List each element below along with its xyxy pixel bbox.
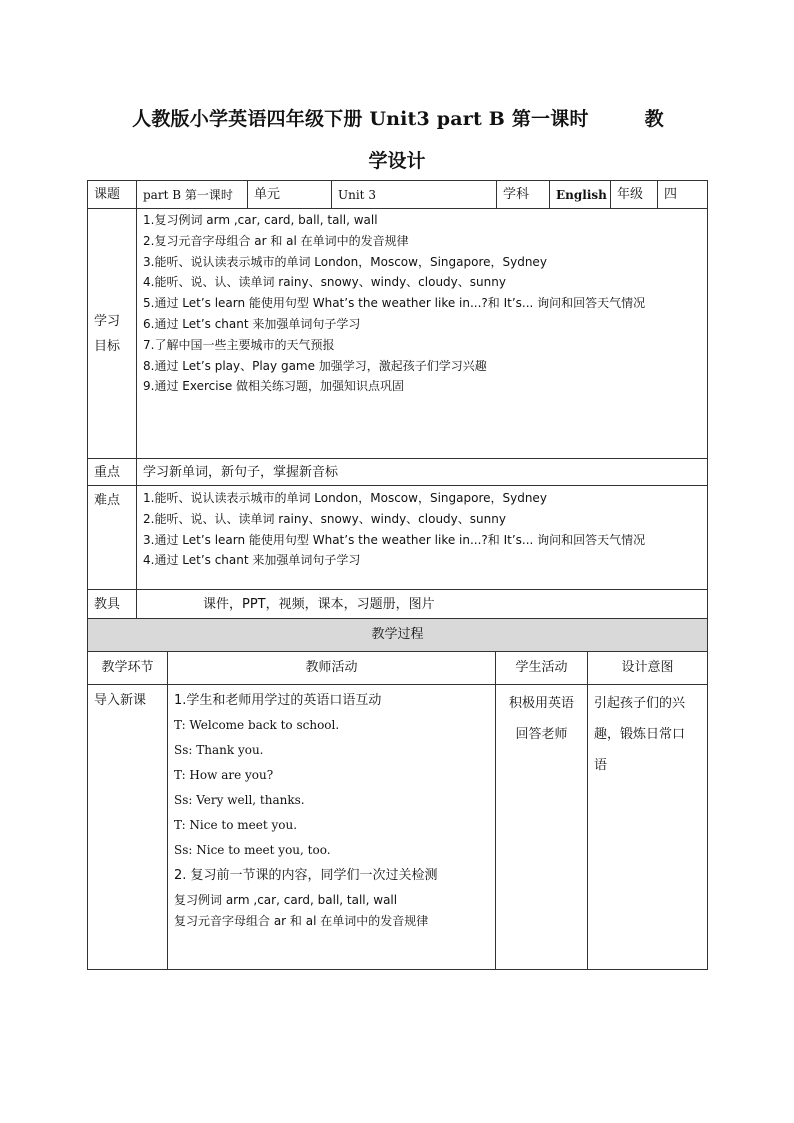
process-columns-row [88,652,708,685]
objectives-row [88,209,708,459]
column-teacher: 教师活动 [168,652,496,685]
objective-item: 7.了解中国一些主要城市的天气预报 [143,337,335,352]
difficulty-item: 4.通过 Let’s chant 来加强单词句子学习 [143,553,361,568]
objective-item: 1.复习例词 arm ,car, card, ball, tall, wall [143,213,378,227]
topic-label: 课题 [88,181,137,209]
stage-cell: 导入新课 [88,685,168,970]
difficulty-item: 3.通过 Let’s learn 能使用句型 What’s the weather like in...?和 It’s... 询问和回答天气情况 [143,532,646,547]
process-header-row [88,619,708,652]
topic-value: part B 第一课时 [137,181,248,209]
dialogue-line: T: Welcome back to school. [174,718,340,732]
subject-label: 学科 [497,181,550,209]
dialogue-line: Ss: Thank you. [174,743,264,757]
document-title [0,100,794,180]
objectives-label-1: 学习 [94,313,121,329]
student-activity-cell [496,685,588,970]
aids-value: 课件，PPT，视频，课本，习题册，图片 [137,590,708,619]
key-points-label: 重点 [88,459,137,486]
difficulties-row [88,486,708,590]
teaching-process-table [87,618,708,970]
student-line-2: 回答老师 [515,727,568,742]
objective-item: 9.通过 Exercise 做相关练习题，加强知识点巩固 [143,379,405,394]
grade-value: 四 [658,181,708,209]
title-line-2: 学设计 [368,150,426,172]
review-line-1: 复习例词 arm ,car, card, ball, tall, wall [174,893,398,907]
difficulty-item: 1.能听、说认读表示城市的单词 London，Moscow，Singapore，Sydney [143,491,547,505]
difficulties-label: 难点 [88,486,137,590]
teacher-step-1: 1.学生和老师用学过的英语口语互动 [174,693,382,708]
subject-value: English [550,181,611,209]
intent-line-1: 引起孩子们的兴 [594,696,686,711]
dialogue-line: T: Nice to meet you. [174,818,298,832]
objectives-label-2: 目标 [94,338,121,354]
title-line-1 [0,100,794,138]
objective-item: 8.通过 Let’s play、Play game 加强学习，激起孩子们学习兴趣 [143,358,487,373]
lesson-info-table [87,180,708,619]
info-row [88,181,708,209]
design-intent-cell [588,685,708,970]
dialogue-line: Ss: Nice to meet you, too. [174,843,331,857]
dialogue-line: Ss: Very well, thanks. [174,793,305,807]
objective-item: 3.能听、说认读表示城市的单词 London，Moscow，Singapore，Sydney [143,254,547,269]
objective-item: 2.复习元音字母组合 ar 和 al 在单词中的发音规律 [143,233,409,248]
intent-line-2: 趣，锻炼日常口 [594,727,686,742]
column-student: 学生活动 [496,652,588,685]
aids-label: 教具 [88,590,137,619]
key-points-value: 学习新单词，新句子，掌握新音标 [137,459,708,486]
key-points-row [88,459,708,486]
difficulties-list [137,486,708,590]
difficulty-item: 2.能听、说、认、读单词 rainy、snowy、windy、cloudy、sunny [143,511,506,526]
dialogue-line: T: How are you? [174,768,274,782]
aids-row [88,590,708,619]
teacher-step-2: 2. 复习前一节课的内容，同学们一次过关检测 [174,868,438,883]
column-intent: 设计意图 [588,652,708,685]
unit-label: 单元 [248,181,332,209]
intent-line-3: 语 [594,758,608,773]
title-text-b: 教 [644,108,664,130]
objectives-list [137,209,708,459]
unit-value: Unit 3 [332,181,497,209]
review-line-2: 复习元音字母组合 ar 和 al 在单词中的发音规律 [174,914,429,928]
title-text-a: 人教版小学英语四年级下册 Unit3 part B 第一课时 [132,108,589,130]
objective-item: 4.能听、说、认、读单词 rainy、snowy、windy、cloudy、sunny [143,275,506,290]
process-row-intro [88,685,708,970]
student-line-1: 积极用英语 [508,696,574,711]
objectives-label [88,209,137,459]
objective-item: 6.通过 Let’s chant 来加强单词句子学习 [143,316,361,331]
process-header: 教学过程 [88,619,708,652]
objective-item: 5.通过 Let’s learn 能使用句型 What’s the weather like in...?和 It’s... 询问和回答天气情况 [143,296,646,311]
column-stage: 教学环节 [88,652,168,685]
teacher-activity-cell [168,685,496,970]
grade-label: 年级 [611,181,658,209]
